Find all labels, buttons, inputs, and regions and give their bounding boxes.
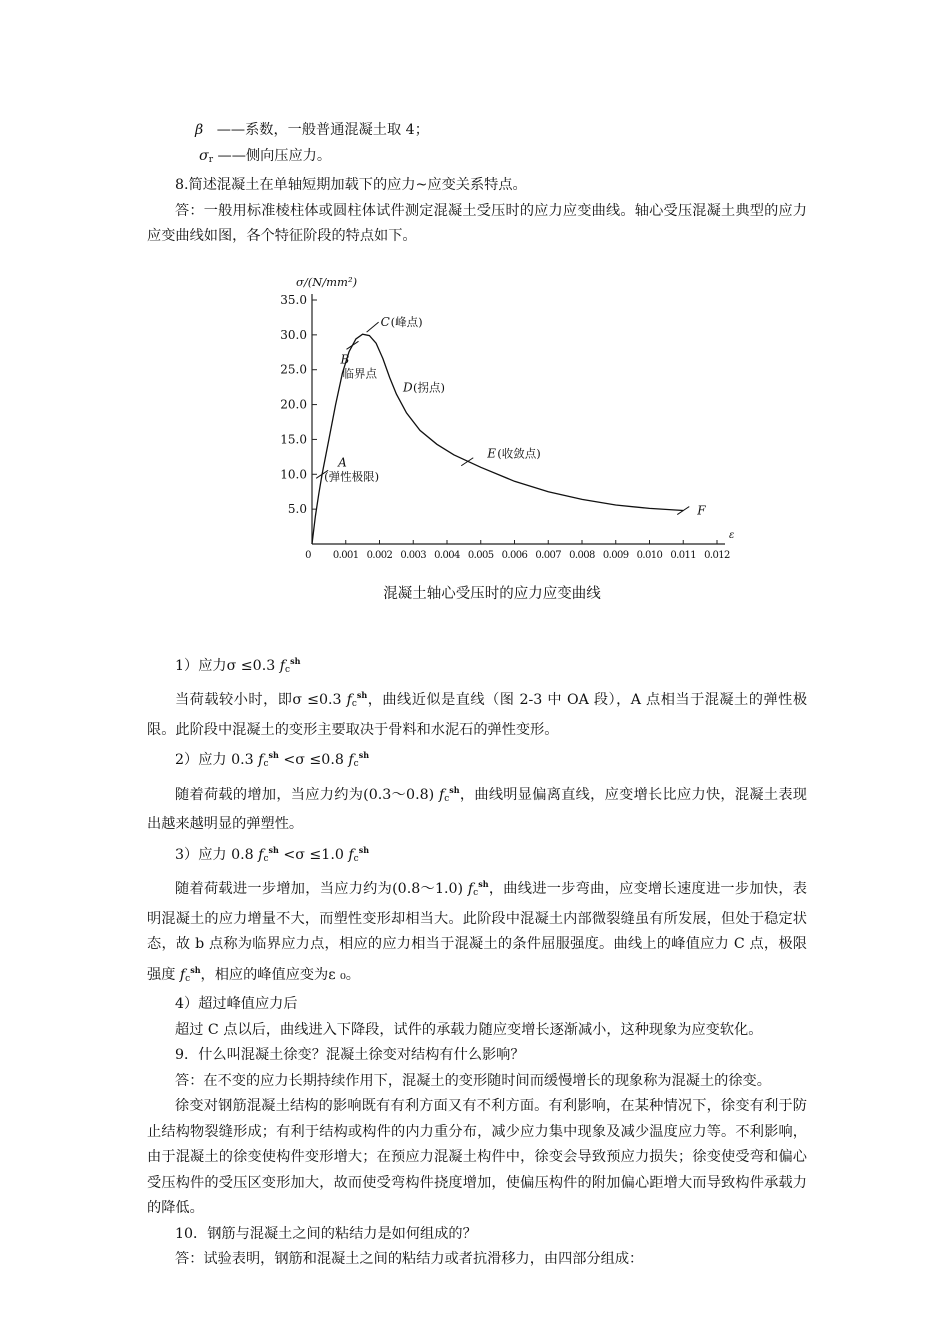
figure-caption: 混凝土轴心受压时的应力应变曲线	[383, 585, 601, 602]
q9-paragraph: 徐变对钢筋混凝土结构的影响既有有利方面又有不利方面。有利影响，在某种情况下，徐变有利于防止结构物裂缝形成；有利于结构或构件的内力重分布，减少应力集中现象及减少温度应力等。不利影响，由于混凝土的徐变使构件变形增大；在预应力混凝土构件中，徐变会导致预应力损失；徐变使受弯和偏心受压构件的受压区变形加大，故而使受弯构件挠度增加，使偏压构件的附加偏心距增大而导致构件承载力的降低。	[147, 1098, 807, 1216]
point-leader-c	[367, 322, 379, 332]
fc-sub: c	[285, 664, 291, 675]
fc-sup: sh	[449, 784, 460, 795]
stress-strain-figure	[147, 254, 807, 649]
x-tick-label: 0.005	[467, 549, 494, 561]
x-tick-label: 0.008	[569, 549, 595, 561]
x-tick-label: 0.003	[400, 549, 427, 561]
y-axis-label: σ/(N/mm²)	[296, 274, 358, 289]
beta-symbol: β	[195, 122, 204, 138]
q9-question: 9．什么叫混凝土徐变？混凝土徐变对结构有什么影响？	[175, 1047, 525, 1063]
fc-symbol: f	[258, 846, 264, 863]
document-page	[147, 118, 807, 1273]
stage3-body: 随着荷载进一步增加，当应力约为(0.8～1.0) $f_c^{sh}$，曲线进一步弯曲，应变增长速度进一步加快，表明混凝土的应力增量不大，而塑性变形却相当大。此阶段中混凝土内部微裂缝虽有所发展，但处于稳定状态，故 b 点称为临界应力点，相应的应力相当于混凝土的条件屈服强度。曲线上的峰值应力 C 点，极限强度 $f_c^{sh}$，相应的峰值应变为ε ₀。	[147, 879, 807, 984]
stage4-body: 超过 C 点以后，曲线进入下降段，试件的承载力随应变增长逐渐减小，这种现象为应变软化。	[175, 1021, 763, 1038]
y-tick-label: 5.0	[287, 501, 307, 516]
fc-sup: sh	[358, 750, 370, 760]
y-tick-label: 10.0	[280, 466, 307, 481]
y-tick-label: 15.0	[280, 431, 307, 446]
fc-sup: sh	[358, 844, 370, 855]
fc-symbol: f	[346, 692, 352, 708]
fc-symbol: f	[279, 657, 286, 674]
fc-sub: c	[351, 699, 357, 709]
fc-sub: c	[263, 759, 269, 769]
y-tick-label: 25.0	[280, 362, 307, 377]
fc-sup: sh	[290, 655, 301, 666]
fc-sub: c	[353, 759, 359, 769]
q10-answer: 答：试验表明，钢筋和混凝土之间的粘结力或者抗滑移力，由四部分组成：	[175, 1251, 644, 1267]
point-letter-e: E	[487, 446, 497, 461]
x-tick-label: 0.009	[602, 549, 629, 561]
fc-sup: sh	[268, 750, 279, 760]
stage2-body: 随着荷载的增加，当应力约为(0.3～0.8) $f_c^{sh}$，曲线明显偏离直线，应变增长比应力快，混凝土表现出越来越明显的弹塑性。	[147, 784, 807, 832]
x-tick-label: 0.004	[434, 549, 460, 561]
fc-symbol: f	[348, 752, 354, 768]
q9-answer: 答：在不变的应力长期持续作用下，混凝土的变形随时间而缓慢增长的现象称为混凝土的徐变。	[175, 1072, 771, 1089]
fc-sub: c	[263, 853, 269, 864]
fc-sup: sh	[190, 964, 201, 975]
x-tick-label: 0.006	[501, 549, 528, 561]
y-tick-label: 20.0	[280, 397, 307, 412]
x-tick-label: 0	[305, 549, 311, 561]
q10-question: 10．钢筋与混凝土之间的粘结力是如何组成的？	[175, 1225, 477, 1242]
x-axis-label: ε	[729, 529, 735, 541]
q8-question: 8.简述混凝土在单轴短期加载下的应力~应变关系特点。	[175, 177, 527, 193]
x-tick-label: 0.012	[704, 549, 730, 561]
sigma-r-line	[147, 144, 807, 174]
point-letter-a: A	[338, 454, 347, 469]
fc-sup: sh	[356, 690, 368, 700]
beta-line	[147, 118, 807, 144]
q8-answer: 答：一般用标准棱柱体或圆柱体试件测定混凝土受压时的应力应变曲线。轴心受压混凝土典型的应力应变曲线如图，各个特征阶段的特点如下。	[147, 202, 807, 244]
x-tick-label: 0.001	[332, 549, 359, 561]
fc-symbol: f	[258, 752, 264, 768]
stage1-title: 1）应力σ ≤0.3 $f_c^{sh}$	[175, 655, 301, 675]
fc-symbol: f	[467, 881, 474, 897]
fc-symbol: f	[179, 966, 186, 983]
point-note-e: (收敛点)	[497, 446, 541, 461]
fc-sub: c	[473, 888, 479, 898]
x-tick-label: 0.007	[535, 549, 562, 561]
point-letter-c: C	[380, 314, 390, 329]
fc-sub: c	[444, 793, 450, 804]
point-note-d: (拐点)	[413, 380, 445, 395]
fc-symbol: f	[438, 786, 445, 803]
stage4-title: 4）超过峰值应力后	[175, 996, 298, 1012]
point-note-b: 临界点	[342, 365, 377, 380]
sigma-subscript: r	[208, 154, 213, 165]
sigma-text: ——侧向压应力。	[217, 147, 332, 164]
point-letter-b: B	[340, 351, 350, 366]
point-note-a: (弹性极限)	[324, 468, 380, 483]
fc-symbol: f	[348, 846, 354, 863]
point-marker-b	[347, 341, 359, 349]
fc-sup: sh	[478, 879, 489, 889]
point-letter-d: D	[403, 380, 413, 395]
point-note-c: (峰点)	[390, 314, 423, 329]
x-tick-label: 0.002	[366, 549, 393, 561]
fc-sub: c	[353, 853, 359, 864]
stress-strain-chart	[147, 254, 807, 574]
beta-text: ——系数，一般普通混凝土取 4；	[216, 122, 429, 138]
stage1-body: 当荷载较小时，即σ ≤0.3 $f_c^{sh}$，曲线近似是直线（图 2-3 中 OA 段），A 点相当于混凝土的弹性极限。此阶段中混凝土的变形主要取决于骨料和水泥石的弹性变形。	[147, 690, 808, 738]
stage3-title: 3）应力 0.8 $f_c^{sh} <\sigma \le 1.0$ $f_c^{sh}$	[175, 844, 370, 864]
x-tick-label: 0.010	[636, 549, 663, 561]
stage2-title: 2）应力 0.3 $f_c^{sh} <\sigma \le 0.8$ $f_c^{sh}$	[175, 750, 370, 769]
y-tick-label: 30.0	[280, 327, 307, 342]
sigma-symbol: σ	[199, 147, 209, 164]
x-tick-label: 0.011	[670, 549, 697, 561]
fc-sub: c	[185, 973, 191, 984]
y-tick-label: 35.0	[280, 292, 307, 307]
fc-sup: sh	[268, 844, 279, 855]
point-letter-f: F	[697, 503, 706, 518]
